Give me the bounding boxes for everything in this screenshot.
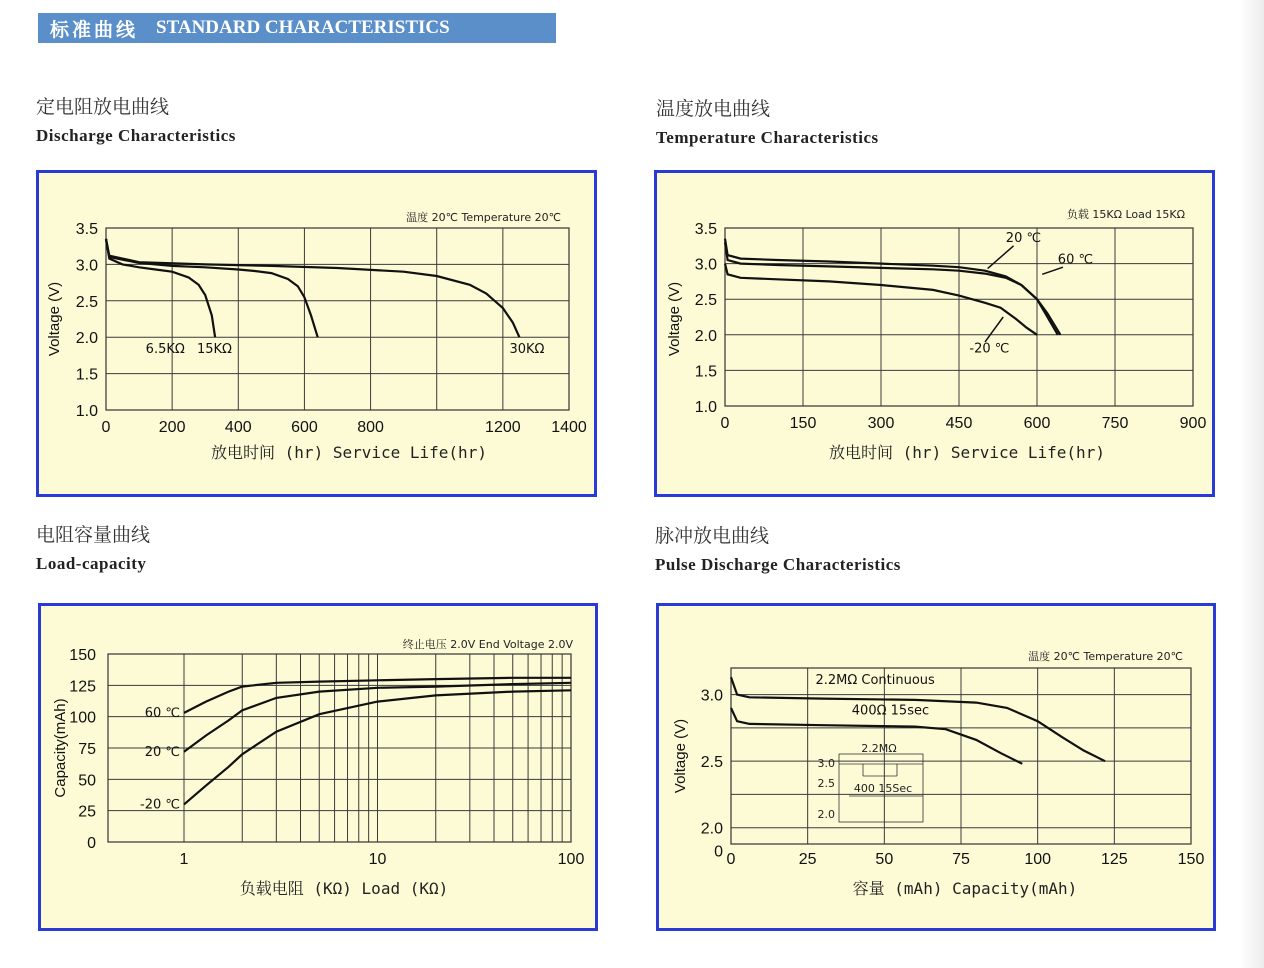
y-tick-label: 25 — [78, 803, 96, 821]
series-label: 60 ℃ — [1057, 252, 1094, 268]
section-title-cn: 脉冲放电曲线 — [655, 525, 770, 547]
plot-frame — [106, 228, 569, 410]
y-tick-label: 2.0 — [700, 820, 723, 838]
x-tick-label: 800 — [357, 419, 384, 436]
section-title-cn: 电阻容量曲线 — [36, 524, 151, 546]
series-line — [731, 677, 1105, 761]
y-tick-label: 100 — [69, 709, 96, 727]
x-axis-label: 放电时间 (hr) Service Life(hr) — [829, 443, 1105, 462]
inset-tick-label: 2.5 — [817, 777, 835, 790]
y-tick-label: 2.5 — [694, 292, 717, 310]
y-axis-label: Capacity(mAh) — [52, 698, 69, 798]
discharge-chart-svg — [39, 173, 594, 494]
x-tick-label: 1 — [179, 851, 189, 868]
x-tick-label: 150 — [789, 415, 817, 432]
series-label: 30KΩ — [509, 342, 545, 358]
x-tick-label: 0 — [101, 419, 111, 436]
discharge-chart — [36, 170, 597, 497]
x-tick-label: 450 — [945, 415, 973, 432]
x-tick-label: 300 — [867, 415, 895, 432]
temperature-chart — [654, 170, 1215, 497]
header-title-cn: 标准曲线 — [50, 18, 139, 41]
y-tick-label: 2.5 — [75, 293, 98, 311]
x-tick-label: 400 — [224, 419, 252, 436]
x-tick-label: 50 — [875, 851, 894, 868]
chart-grid — [106, 228, 569, 410]
y-tick-label: 2.5 — [700, 754, 723, 772]
y-tick-label: 75 — [78, 741, 96, 758]
section-title-cn: 定电阻放电曲线 — [36, 96, 170, 118]
series-label: -20 ℃ — [140, 797, 180, 813]
header-title-en: STANDARD CHARACTERISTICS — [156, 17, 450, 38]
series-line — [725, 242, 1060, 335]
y-axis-label: Voltage (V) — [46, 281, 63, 357]
y-tick-label: 0 — [87, 835, 96, 852]
y-axis-label: Voltage (V) — [666, 281, 683, 357]
x-tick-label: 75 — [952, 851, 970, 868]
page-edge-shadow — [1240, 0, 1264, 968]
x-tick-label: 150 — [1177, 851, 1205, 868]
y-tick-label: 1.0 — [75, 403, 98, 420]
y-tick-label: 125 — [69, 678, 96, 696]
section-title-en: Pulse Discharge Characteristics — [655, 555, 901, 574]
series-label: 2.2MΩ Continuous — [815, 672, 935, 688]
inset-tick-label: 3.0 — [817, 757, 835, 770]
y-tick-label: 2.0 — [694, 327, 717, 345]
x-tick-label: 100 — [557, 851, 585, 868]
series-line — [106, 239, 215, 337]
y-tick-label: 1.5 — [694, 363, 717, 381]
x-tick-label: 600 — [291, 419, 318, 436]
y-tick-label: 150 — [69, 647, 96, 664]
series-label: -20 ℃ — [969, 341, 1010, 357]
x-tick-label: 900 — [1179, 415, 1207, 432]
y-tick-label: 3.5 — [75, 221, 98, 238]
x-tick-label: 0 — [720, 415, 730, 432]
series-label: 6.5KΩ — [145, 342, 185, 358]
y-axis-label: Voltage (V) — [672, 718, 689, 794]
pulse-discharge-chart-svg — [659, 606, 1213, 928]
section-title-en: Load-capacity — [36, 554, 147, 573]
x-tick-label: 1200 — [485, 419, 521, 436]
y-tick-label: 3.0 — [75, 257, 98, 275]
series-label: 20 ℃ — [1005, 231, 1042, 247]
series-label: 15KΩ — [196, 342, 232, 358]
x-tick-label: 125 — [1100, 851, 1128, 868]
inset-label: 2.2MΩ — [861, 742, 897, 755]
chart-note: 终止电压 2.0V End Voltage 2.0V — [402, 638, 573, 651]
temperature-chart-svg — [657, 173, 1212, 494]
x-tick-label: 750 — [1101, 415, 1129, 432]
x-tick-label: 100 — [1024, 851, 1052, 868]
header-banner — [38, 13, 556, 43]
y-tick-label: 0 — [714, 843, 723, 861]
series-label: 60 ℃ — [144, 705, 180, 721]
pulse-discharge-chart — [656, 603, 1216, 931]
y-tick-label: 3.5 — [694, 221, 717, 238]
inset-label: 400 15Sec — [853, 782, 913, 795]
y-tick-label: 2.0 — [75, 330, 98, 348]
x-tick-label: 10 — [368, 851, 387, 868]
x-axis-label: 负载电阻 (KΩ) Load (KΩ) — [239, 879, 449, 898]
series-pointer-arrow — [1042, 267, 1063, 274]
chart-note: 负载 15KΩ Load 15KΩ — [1066, 208, 1185, 221]
y-tick-label: 3.0 — [694, 256, 717, 274]
x-tick-label: 25 — [798, 851, 817, 868]
x-axis-label: 容量 (mAh) Capacity(mAh) — [852, 879, 1078, 898]
x-tick-label: 1400 — [551, 419, 587, 436]
section-title-en: Discharge Characteristics — [36, 126, 236, 145]
y-tick-label: 1.5 — [75, 366, 98, 384]
y-tick-label: 50 — [78, 772, 96, 790]
section-title-en: Temperature Characteristics — [656, 128, 879, 147]
chart-grid — [725, 228, 1193, 406]
y-tick-label: 3.0 — [700, 687, 723, 705]
chart-note: 温度 20℃ Temperature 20℃ — [1028, 650, 1183, 663]
series-label: 400Ω 15sec — [851, 703, 930, 719]
chart-note: 温度 20℃ Temperature 20℃ — [406, 211, 561, 224]
series-label: 20 ℃ — [144, 744, 180, 760]
section-title-cn: 温度放电曲线 — [656, 98, 771, 120]
inset-tick-label: 2.0 — [817, 808, 835, 821]
x-axis-label: 放电时间 (hr) Service Life(hr) — [211, 443, 487, 462]
series-pointer-arrow — [985, 317, 1003, 342]
x-tick-label: 600 — [1023, 415, 1051, 432]
load-capacity-chart — [38, 603, 598, 931]
chart-grid — [731, 668, 1191, 844]
series-pointer-arrow — [988, 246, 1014, 269]
load-capacity-chart-svg — [41, 606, 595, 928]
y-tick-label: 1.0 — [694, 399, 717, 416]
x-tick-label: 200 — [158, 419, 186, 436]
x-tick-label: 0 — [726, 851, 736, 868]
